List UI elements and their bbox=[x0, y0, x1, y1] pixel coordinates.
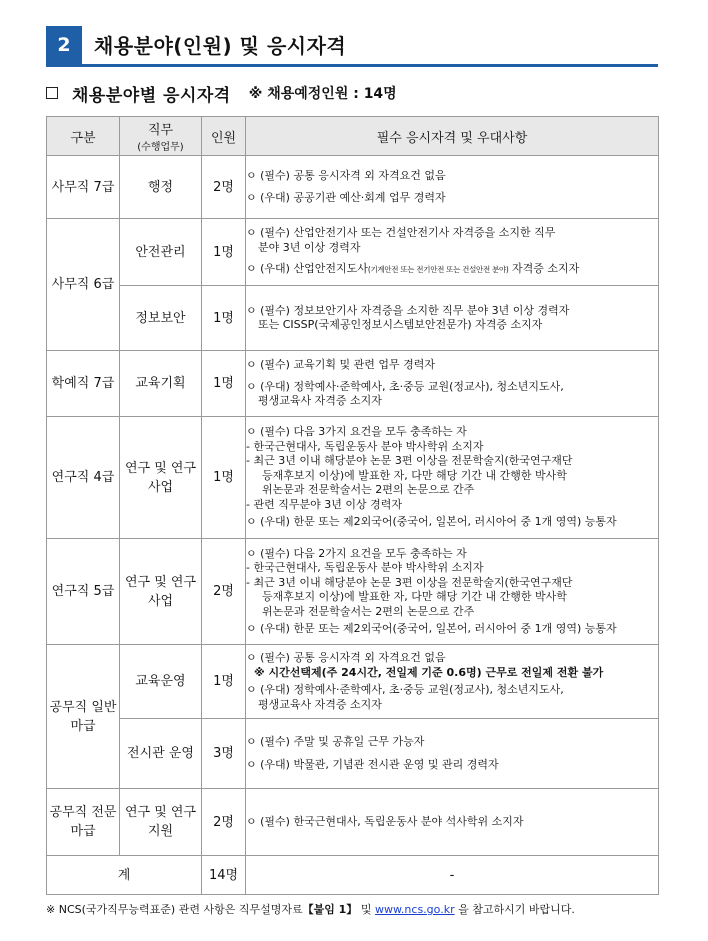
count-cell: 2명 bbox=[202, 789, 246, 856]
section-header bbox=[46, 26, 658, 67]
recruit-count-note: ※ 채용예정인원 : 14명 bbox=[248, 86, 397, 102]
job-cell: 연구 및 연구지원 bbox=[120, 789, 202, 856]
table-row bbox=[47, 789, 659, 856]
qualification-table bbox=[46, 116, 659, 895]
category-cell: 공무직 일반 마급 bbox=[47, 645, 120, 789]
count-cell: 2명 bbox=[202, 156, 246, 219]
section-number: 2 bbox=[46, 26, 82, 64]
table-row bbox=[47, 645, 659, 719]
count-cell: 1명 bbox=[202, 417, 246, 539]
job-cell: 연구 및 연구사업 bbox=[120, 539, 202, 645]
total-count: 14명 bbox=[202, 856, 246, 895]
requirements-cell: ㅇ (필수) 교육기획 및 관련 업무 경력자 ㅇ (우대) 정학예사·준학예사, 초·중등 교원(정교사), 청소년지도사, 평생교육사 자격증 소지자 bbox=[246, 351, 659, 417]
table-row bbox=[47, 351, 659, 417]
count-cell: 1명 bbox=[202, 286, 246, 351]
table-row bbox=[47, 539, 659, 645]
table-row bbox=[47, 719, 659, 789]
requirements-cell: ㅇ (필수) 주말 및 공휴일 근무 가능자 ㅇ (우대) 박물관, 기념관 전시관 운영 및 관리 경력자 bbox=[246, 719, 659, 789]
job-cell: 행정 bbox=[120, 156, 202, 219]
requirements-cell: ㅇ (필수) 다음 3가지 요건을 모두 충족하는 자 - 한국근현대사, 독립운동사 분야 박사학위 소지자 - 최근 3년 이내 해당분야 논문 3편 이상을 전문학술지(한국연구재단 등재후보지 이상)에 발표한 자, 다만 해당 기간 내 간행한 박사학 위논문과 전문학술서는 2편의 논문으로 간주 - 관련 직무분야 3년 이상 경력자 ㅇ (우대) 한문 또는 제2외국어(중국어, 일본어, 러시아어 중 1개 영역) 능통자 bbox=[246, 417, 659, 539]
ncs-link[interactable]: www.ncs.go.kr bbox=[374, 903, 455, 916]
requirements-cell: ㅇ (필수) 다음 2가지 요건을 모두 충족하는 자 - 한국근현대사, 독립운동사 분야 박사학위 소지자 - 최근 3년 이내 해당분야 논문 3편 이상을 전문학술지(한국연구재단 등재후보지 이상)에 발표한 자, 다만 해당 기간 내 간행한 박사학 위논문과 전문학술서는 2편의 논문으로 간주 ㅇ (우대) 한문 또는 제2외국어(중국어, 일본어, 러시아어 중 1개 영역) 능통자 bbox=[246, 539, 659, 645]
subsection-header bbox=[46, 80, 397, 106]
job-cell: 연구 및 연구사업 bbox=[120, 417, 202, 539]
square-bullet-icon bbox=[46, 87, 58, 99]
header-job: 직무 (수행업무) bbox=[120, 117, 202, 156]
requirements-cell: ㅇ (필수) 한국근현대사, 독립운동사 분야 석사학위 소지자 bbox=[246, 789, 659, 856]
category-cell: 연구직 4급 bbox=[47, 417, 120, 539]
requirements-cell: ㅇ (필수) 공통 응시자격 외 자격요건 없음 ㅇ (우대) 공공기관 예산·회계 업무 경력자 bbox=[246, 156, 659, 219]
table-row bbox=[47, 417, 659, 539]
count-cell: 1명 bbox=[202, 351, 246, 417]
table-total-row bbox=[47, 856, 659, 895]
table-header-row bbox=[47, 117, 659, 156]
job-cell: 교육운영 bbox=[120, 645, 202, 719]
table-row bbox=[47, 286, 659, 351]
category-cell: 공무직 전문 마급 bbox=[47, 789, 120, 856]
requirements-cell: ㅇ (필수) 산업안전기사 또는 건설안전기사 자격증을 소지한 직무 분야 3년 이상 경력자 ㅇ (우대) 산업안전지도사(기계안전 또는 전기안전 또는 건설안전 분야) 자격증 소지자 bbox=[246, 219, 659, 286]
job-cell: 정보보안 bbox=[120, 286, 202, 351]
header-requirements: 필수 응시자격 및 우대사항 bbox=[246, 117, 659, 156]
table-row bbox=[47, 219, 659, 286]
count-cell: 2명 bbox=[202, 539, 246, 645]
job-cell: 교육기획 bbox=[120, 351, 202, 417]
subsection-title: 채용분야별 응시자격 bbox=[72, 85, 231, 106]
count-cell: 1명 bbox=[202, 219, 246, 286]
requirements-cell: ㅇ (필수) 정보보안기사 자격증을 소지한 직무 분야 3년 이상 경력자 또는 CISSP(국제공인정보시스템보안전문가) 자격증 소지자 bbox=[246, 286, 659, 351]
section-title: 채용분야(인원) 및 응시자격 bbox=[94, 34, 347, 58]
total-requirements: - bbox=[246, 856, 659, 895]
category-cell: 사무직 7급 bbox=[47, 156, 120, 219]
category-cell: 학예직 7급 bbox=[47, 351, 120, 417]
footnote: ※ NCS(국가직무능력표준) 관련 사항은 직무설명자료【붙임 1】 및 www.ncs.go.kr 을 참고하시기 바랍니다. bbox=[46, 903, 575, 916]
count-cell: 3명 bbox=[202, 719, 246, 789]
header-category: 구분 bbox=[47, 117, 120, 156]
header-count: 인원 bbox=[202, 117, 246, 156]
total-label: 계 bbox=[47, 856, 202, 895]
job-cell: 전시관 운영 bbox=[120, 719, 202, 789]
job-cell: 안전관리 bbox=[120, 219, 202, 286]
count-cell: 1명 bbox=[202, 645, 246, 719]
category-cell: 사무직 6급 bbox=[47, 219, 120, 351]
table-row bbox=[47, 156, 659, 219]
category-cell: 연구직 5급 bbox=[47, 539, 120, 645]
requirements-cell: ㅇ (필수) 공통 응시자격 외 자격요건 없음 ※ 시간선택제(주 24시간, 전일제 기준 0.6명) 근무로 전일제 전환 불가 ㅇ (우대) 정학예사·준학예사, 초·중등 교원(정교사), 청소년지도사, 평생교육사 자격증 소지자 bbox=[246, 645, 659, 719]
